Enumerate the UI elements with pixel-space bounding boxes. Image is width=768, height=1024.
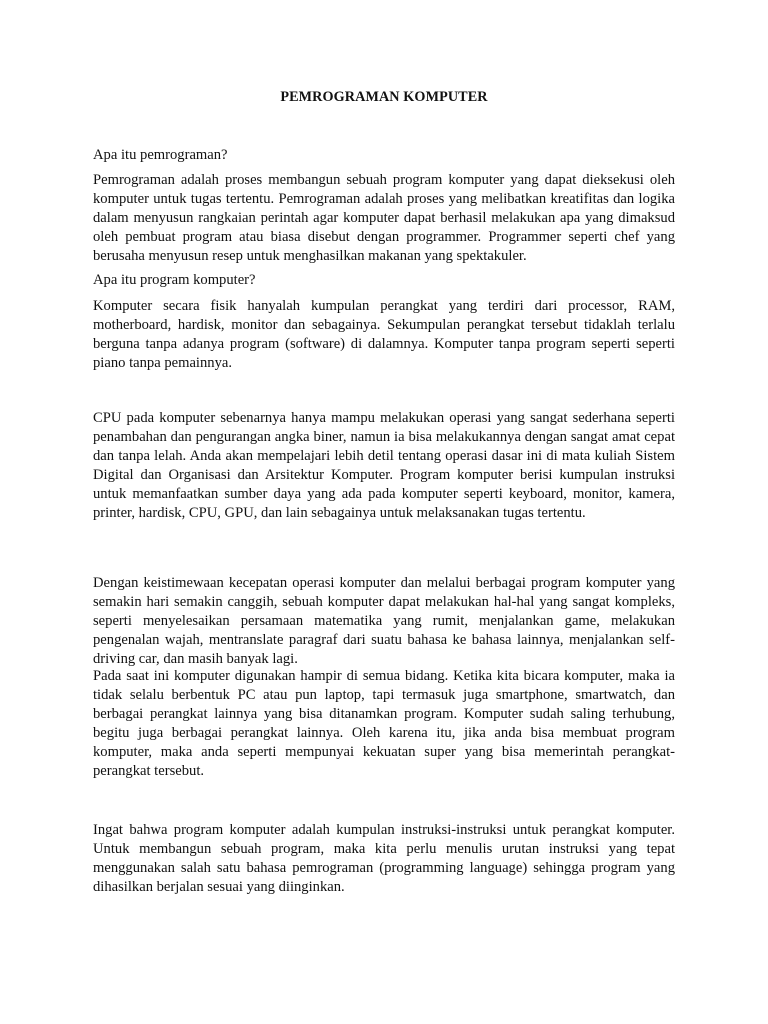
page-title: PEMROGRAMAN KOMPUTER xyxy=(280,89,488,105)
question-what-is-programming: Apa itu pemrograman? xyxy=(93,147,228,163)
question-what-is-computer-program: Apa itu program komputer? xyxy=(93,272,256,288)
paragraph-computer-capabilities: Dengan keistimewaan kecepatan operasi komputer dan melalui berbagai program komputer yang semakin hari semakin canggih, sebuah komputer dapat melakukan hal-hal yang sangat kompleks, seperti menyelesaikan persamaan matematika yang rumit, menjalankan game, melakukan pengenalan wajah, mentranslate paragraf dari suatu bahasa ke bahasa lainnya, menjalankan self-driving car, dan masih banyak lagi. xyxy=(93,575,675,667)
paragraph-cpu-operations: CPU pada komputer sebenarnya hanya mampu melakukan operasi yang sangat sederhana seperti penambahan dan pengurangan angka biner, namun ia bisa melakukannya dengan sangat amat cepat dan tanpa lelah. Anda akan mempelajari lebih detil tentang operasi dasar ini di mata kuliah Sistem Digital dan Organisasi dan Arsitektur Komputer. Program komputer berisi kumpulan instruksi untuk memanfaatkan sumber daya yang ada pada komputer seperti keyboard, monitor, kamera, printer, hardisk, CPU, GPU, dan lain sebagainya untuk melaksanakan tugas tertentu. xyxy=(93,410,675,521)
paragraph-programming-language: Ingat bahwa program komputer adalah kumpulan instruksi-instruksi untuk perangkat komputer. Untuk membangun sebuah program, maka kita perlu menulis urutan instruksi yang tepat menggunakan salah satu bahasa pemrograman (programming language) sehingga program yang dihasilkan berjalan sesuai yang diinginkan. xyxy=(93,822,675,895)
paragraph-programming-definition: Pemrograman adalah proses membangun sebuah program komputer yang dapat dieksekusi oleh komputer untuk tugas tertentu. Pemrograman adalah proses yang melibatkan kreatifitas dan logika dalam menyusun rangkaian perintah agar komputer dapat berhasil melakukan apa yang dimaksud oleh pembuat program atau biasa disebut dengan programmer. Programmer seperti chef yang berusaha menyusun resep untuk menghasilkan makanan yang spektakuler. xyxy=(93,172,675,264)
paragraph-computer-hardware: Komputer secara fisik hanyalah kumpulan perangkat yang terdiri dari processor, RAM, motherboard, hardisk, monitor dan sebagainya. Sekumpulan perangkat tersebut tidaklah terlalu berguna tanpa adanya program (software) di dalamnya. Komputer tanpa program seperti seperti piano tanpa pemainnya. xyxy=(93,298,675,371)
paragraph-computers-everywhere: Pada saat ini komputer digunakan hampir di semua bidang. Ketika kita bicara komputer, maka ia tidak selalu berbentuk PC atau pun laptop, tapi termasuk juga smartphone, smartwatch, dan berbagai perangkat lainnya yang bisa ditanamkan program. Komputer sudah saling terhubung, begitu juga berbagai perangkat lainnya. Oleh karena itu, jika anda bisa membuat program komputer, maka anda seperti mempunyai kekuatan super yang bisa memerintah perangkat-perangkat tersebut. xyxy=(93,668,675,779)
